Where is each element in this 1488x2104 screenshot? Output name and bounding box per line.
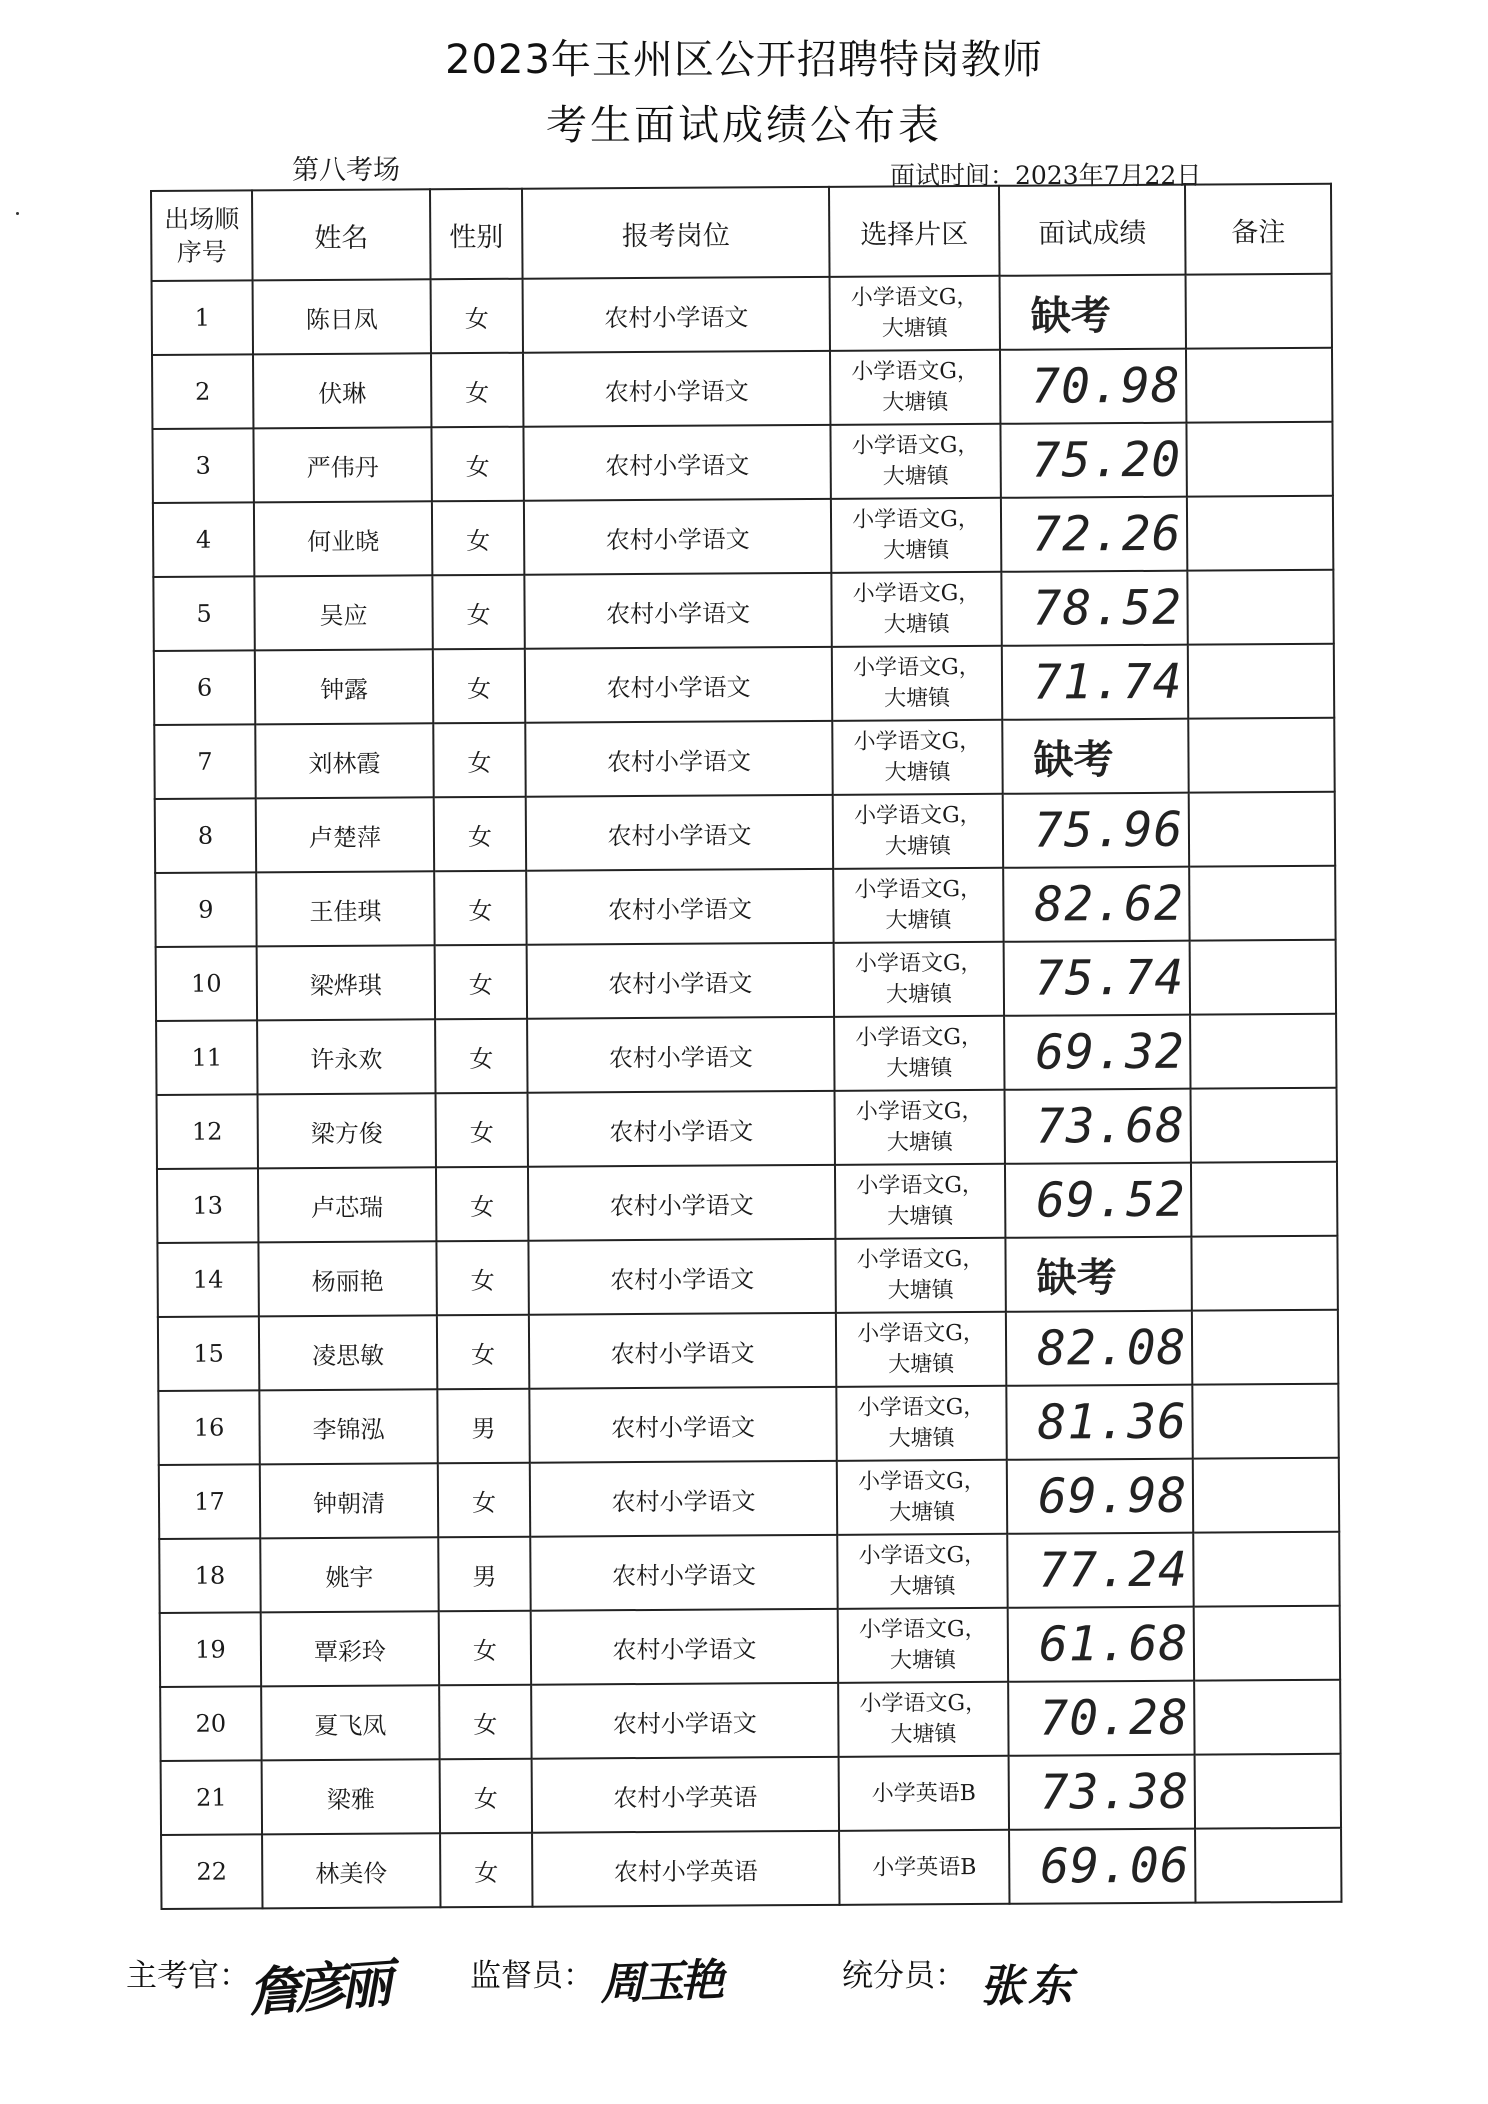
cell-position: 农村小学语文 [525, 721, 832, 797]
cell-score: 71.74 [1002, 645, 1188, 720]
cell-area-line2: 大塘镇 [887, 1204, 954, 1230]
cell-position: 农村小学英语 [532, 1831, 839, 1907]
cell-seq: 11 [156, 1020, 257, 1095]
cell-remark [1186, 422, 1332, 497]
cell-area-line2: 大塘镇 [884, 834, 952, 860]
cell-gender: 女 [433, 649, 525, 724]
cell-remark [1189, 792, 1335, 867]
cell-remark [1193, 1532, 1339, 1607]
cell-gender: 女 [439, 1611, 531, 1686]
cell-score: 缺考 [1005, 1237, 1191, 1312]
cell-remark [1195, 1828, 1341, 1903]
cell-remark [1188, 718, 1334, 793]
cell-area-line1: 小学语文G， [850, 284, 979, 311]
cell-position: 农村小学语文 [528, 1165, 835, 1241]
chief-examiner-label: 主考官： [126, 1958, 250, 1994]
cell-seq: 16 [158, 1390, 259, 1465]
cell-seq: 21 [161, 1760, 262, 1835]
cell-score: 77.24 [1007, 1533, 1193, 1608]
header-name: 姓名 [252, 189, 431, 280]
cell-area [833, 794, 1003, 869]
cell-name: 姚宇 [260, 1537, 438, 1612]
cell-area [831, 572, 1001, 647]
cell-remark [1189, 866, 1335, 941]
cell-seq: 20 [160, 1686, 261, 1761]
table-row [161, 1828, 1341, 1909]
cell-seq: 17 [159, 1464, 260, 1539]
cell-score: 70.98 [1000, 349, 1186, 424]
cell-area-line1: 小学语文G， [853, 802, 982, 829]
cell-area-line2: 大塘镇 [884, 686, 951, 712]
cell-name: 卢芯瑞 [258, 1167, 436, 1242]
cell-seq: 12 [157, 1094, 258, 1169]
cell-remark [1195, 1754, 1341, 1829]
cell-area [835, 1238, 1005, 1313]
cell-name: 陈日凤 [253, 279, 431, 354]
cell-score: 78.52 [1001, 571, 1187, 646]
cell-area-line1: 小学语文G， [854, 950, 983, 977]
cell-area [838, 1682, 1008, 1757]
table-row [159, 1532, 1339, 1613]
cell-position: 农村小学语文 [530, 1461, 837, 1537]
table-row [155, 792, 1335, 873]
header-position: 报考岗位 [522, 187, 830, 279]
cell-area-line2: 大塘镇 [883, 538, 950, 564]
table-row [152, 348, 1332, 429]
table-row [158, 1310, 1338, 1391]
cell-seq: 18 [159, 1538, 260, 1613]
cell-area [838, 1608, 1008, 1683]
cell-position: 农村小学语文 [531, 1609, 838, 1685]
cell-remark [1190, 940, 1336, 1015]
cell-area-line1: 小学语文G， [855, 1098, 984, 1125]
cell-position: 农村小学语文 [523, 425, 830, 501]
cell-name: 严伟丹 [253, 427, 431, 502]
cell-name: 吴应 [254, 575, 432, 650]
cell-gender: 女 [432, 501, 524, 576]
cell-remark [1191, 1236, 1337, 1311]
cell-position: 农村小学语文 [527, 943, 834, 1019]
cell-gender: 女 [440, 1833, 532, 1908]
cell-seq: 8 [155, 798, 256, 873]
cell-position: 农村小学语文 [527, 1017, 834, 1093]
scorer-label: 统分员： [842, 1958, 966, 1994]
cell-remark [1192, 1310, 1338, 1385]
header-gender: 性别 [430, 189, 523, 280]
scan-speck [16, 212, 19, 215]
cell-score: 69.06 [1009, 1829, 1195, 1904]
cell-remark [1191, 1088, 1337, 1163]
table-row [152, 274, 1332, 355]
cell-area [836, 1312, 1006, 1387]
cell-area [831, 498, 1001, 573]
cell-gender: 女 [435, 945, 527, 1020]
cell-score: 70.28 [1008, 1681, 1194, 1756]
cell-area-line2: 大塘镇 [887, 1278, 954, 1304]
cell-name: 何业晓 [254, 501, 432, 576]
cell-gender: 女 [437, 1315, 529, 1390]
cell-area-line1: 小学语文G， [858, 1616, 987, 1643]
cell-name: 伏琳 [253, 353, 431, 428]
table-row [157, 1236, 1337, 1317]
cell-area-line2: 大塘镇 [885, 908, 952, 934]
cell-score: 61.68 [1008, 1607, 1194, 1682]
header-score: 面试成绩 [999, 185, 1186, 276]
table-header-row [151, 184, 1332, 281]
cell-seq: 1 [152, 280, 253, 355]
table-row [159, 1458, 1339, 1539]
cell-seq: 15 [158, 1316, 259, 1391]
cell-position: 农村小学语文 [529, 1313, 836, 1389]
cell-score: 69.52 [1005, 1163, 1191, 1238]
cell-area-line1: 小学语文G， [857, 1320, 985, 1347]
cell-name: 钟露 [255, 649, 433, 724]
cell-remark [1186, 348, 1332, 423]
cell-gender: 女 [440, 1759, 532, 1834]
cell-area-line2: 大塘镇 [882, 390, 949, 416]
cell-area-line2: 大塘镇 [889, 1574, 956, 1600]
cell-score: 75.96 [1003, 793, 1189, 868]
cell-position: 农村小学语文 [524, 573, 831, 649]
cell-seq: 19 [160, 1612, 261, 1687]
table-row [153, 496, 1333, 577]
cell-seq: 2 [152, 354, 253, 429]
cell-area-line1: 小学语文G， [852, 506, 980, 533]
cell-area [837, 1460, 1007, 1535]
cell-area-line1: 小学语文G， [859, 1690, 988, 1717]
cell-area [834, 1016, 1004, 1091]
cell-area-line1: 小学语文G， [858, 1542, 987, 1569]
cell-score: 82.08 [1006, 1311, 1192, 1386]
table-row [155, 866, 1335, 947]
table-row [156, 1014, 1336, 1095]
cell-gender: 女 [434, 871, 526, 946]
header-seq-line2: 序号 [176, 237, 227, 267]
page-subtitle: 考生面试成绩公布表 [546, 101, 942, 149]
cell-gender: 女 [431, 279, 523, 354]
cell-position: 农村小学语文 [526, 869, 833, 945]
cell-area [830, 276, 1000, 351]
cell-gender: 女 [439, 1685, 531, 1760]
cell-remark [1192, 1384, 1338, 1459]
cell-area-line1: 小学语文G， [851, 432, 980, 459]
cell-area-line2: 大塘镇 [890, 1722, 957, 1748]
cell-remark [1188, 644, 1334, 719]
cell-area-line1: 小学语文G， [854, 876, 983, 903]
cell-position: 农村小学语文 [526, 795, 833, 871]
cell-seq: 4 [153, 502, 254, 577]
cell-gender: 女 [431, 427, 523, 502]
cell-remark [1187, 570, 1333, 645]
cell-score: 缺考 [1000, 275, 1186, 350]
cell-score: 69.32 [1004, 1015, 1190, 1090]
header-seq-line1: 出场顺 [164, 204, 240, 234]
cell-area-line1: 小学语文G， [855, 1024, 984, 1051]
cell-area [835, 1090, 1005, 1165]
header-remark: 备注 [1185, 184, 1332, 275]
table-row [152, 422, 1332, 503]
table-row [157, 1088, 1337, 1169]
cell-name: 林美伶 [262, 1833, 440, 1908]
cell-score: 75.20 [1000, 423, 1186, 498]
cell-gender: 女 [436, 1167, 528, 1242]
cell-remark [1190, 1014, 1336, 1089]
cell-score: 81.36 [1006, 1385, 1192, 1460]
cell-name: 梁烨琪 [257, 945, 435, 1020]
cell-area-line2: 大塘镇 [888, 1352, 955, 1378]
cell-area-line1: 小学语文G， [852, 580, 981, 607]
cell-name: 凌思敏 [259, 1315, 437, 1390]
table-row [157, 1162, 1337, 1243]
supervisor-signature: 周玉艳 [599, 1954, 722, 2011]
cell-seq: 6 [154, 650, 255, 725]
cell-seq: 9 [155, 872, 256, 947]
cell-remark [1191, 1162, 1337, 1237]
cell-name: 夏飞凤 [261, 1685, 439, 1760]
cell-gender: 女 [438, 1463, 530, 1538]
cell-gender: 女 [436, 1093, 528, 1168]
cell-area-line1: 小学语文G， [856, 1172, 984, 1199]
cell-remark [1186, 274, 1332, 349]
cell-remark [1187, 496, 1333, 571]
cell-area-line2: 大塘镇 [882, 464, 949, 490]
cell-name: 杨丽艳 [258, 1241, 436, 1316]
table-row [160, 1680, 1340, 1761]
cell-area [832, 720, 1002, 795]
cell-gender: 女 [431, 353, 523, 428]
table-row [154, 718, 1334, 799]
cell-area-line1: 小学英语B [871, 1780, 976, 1807]
table-row [156, 940, 1336, 1021]
cell-gender: 女 [436, 1241, 528, 1316]
cell-area-line1: 小学语文G， [851, 358, 979, 385]
cell-area-line2: 大塘镇 [889, 1500, 956, 1526]
cell-gender: 女 [434, 797, 526, 872]
cell-area [832, 646, 1002, 721]
cell-name: 覃彩玲 [261, 1611, 439, 1686]
cell-area [834, 942, 1004, 1017]
cell-area-line1: 小学语文G， [853, 728, 982, 755]
cell-name: 卢楚萍 [256, 797, 434, 872]
cell-seq: 10 [156, 946, 257, 1021]
cell-name: 梁雅 [262, 1759, 440, 1834]
cell-name: 刘林霞 [255, 723, 433, 798]
interview-time: 面试时间：2023年7月22日 [890, 161, 1202, 190]
cell-area-line2: 大塘镇 [884, 760, 951, 786]
cell-area-line2: 大塘镇 [883, 612, 950, 638]
cell-area-line2: 大塘镇 [886, 1130, 953, 1156]
cell-area-line1: 小学语文G， [858, 1468, 986, 1495]
cell-area [833, 868, 1003, 943]
cell-name: 许永欢 [257, 1019, 435, 1094]
exam-room-label: 第八考场 [292, 155, 400, 186]
cell-seq: 3 [152, 428, 253, 503]
cell-position: 农村小学语文 [528, 1239, 835, 1315]
cell-name: 钟朝清 [260, 1463, 438, 1538]
cell-area [837, 1534, 1007, 1609]
cell-position: 农村小学语文 [531, 1683, 838, 1759]
cell-position: 农村小学语文 [524, 499, 831, 575]
cell-seq: 13 [157, 1168, 258, 1243]
cell-name: 梁方俊 [258, 1093, 436, 1168]
cell-position: 农村小学语文 [529, 1387, 836, 1463]
cell-area [839, 1830, 1009, 1905]
supervisor-label: 监督员： [470, 1958, 594, 1994]
cell-seq: 22 [161, 1834, 262, 1909]
cell-name: 王佳琪 [256, 871, 434, 946]
cell-score: 72.26 [1001, 497, 1187, 572]
cell-score: 缺考 [1002, 719, 1188, 794]
cell-seq: 7 [154, 724, 255, 799]
cell-name: 李锦泓 [259, 1389, 437, 1464]
cell-gender: 女 [432, 575, 524, 650]
chief-examiner-signature: 詹彦丽 [246, 1953, 389, 2024]
header-seq [151, 190, 253, 281]
score-table [150, 183, 1342, 1910]
page-title: 2023年玉州区公开招聘特岗教师 [445, 37, 1043, 83]
header-area: 选择片区 [829, 186, 1000, 277]
cell-score: 69.98 [1007, 1459, 1193, 1534]
cell-score: 73.68 [1005, 1089, 1191, 1164]
cell-area-line2: 大塘镇 [881, 316, 948, 342]
cell-area-line1: 小学语文G， [853, 654, 981, 681]
cell-position: 农村小学语文 [523, 351, 830, 427]
cell-remark [1193, 1458, 1339, 1533]
scorer-signature: 张东 [980, 1961, 1076, 2012]
table-body [152, 274, 1342, 1909]
cell-area [830, 424, 1000, 499]
cell-area [839, 1756, 1009, 1831]
cell-score: 73.38 [1009, 1755, 1195, 1830]
cell-area-line2: 大塘镇 [885, 982, 953, 1008]
cell-position: 农村小学语文 [530, 1535, 837, 1611]
cell-seq: 14 [157, 1242, 258, 1317]
cell-position: 农村小学语文 [528, 1091, 835, 1167]
table-row [160, 1606, 1340, 1687]
cell-remark [1194, 1680, 1340, 1755]
cell-gender: 女 [435, 1019, 527, 1094]
cell-area-line1: 小学语文G， [856, 1246, 985, 1273]
cell-gender: 男 [437, 1389, 529, 1464]
cell-gender: 男 [438, 1537, 530, 1612]
cell-area [830, 350, 1000, 425]
cell-area-line2: 大塘镇 [886, 1056, 953, 1082]
cell-position: 农村小学语文 [523, 277, 830, 353]
table-row [158, 1384, 1338, 1465]
table-row [161, 1754, 1341, 1835]
cell-gender: 女 [433, 723, 525, 798]
cell-area-line1: 小学语文G， [857, 1394, 986, 1421]
cell-area [835, 1164, 1005, 1239]
cell-remark [1194, 1606, 1340, 1681]
table-row [153, 570, 1333, 651]
table-row [154, 644, 1334, 725]
cell-area-line1: 小学英语B [872, 1854, 977, 1881]
cell-area-line2: 大塘镇 [888, 1426, 955, 1452]
cell-score: 75.74 [1004, 941, 1190, 1016]
cell-area [836, 1386, 1006, 1461]
cell-score: 82.62 [1003, 867, 1189, 942]
cell-seq: 5 [153, 576, 254, 651]
cell-position: 农村小学英语 [532, 1757, 839, 1833]
cell-area-line2: 大塘镇 [889, 1648, 957, 1674]
cell-position: 农村小学语文 [525, 647, 832, 723]
